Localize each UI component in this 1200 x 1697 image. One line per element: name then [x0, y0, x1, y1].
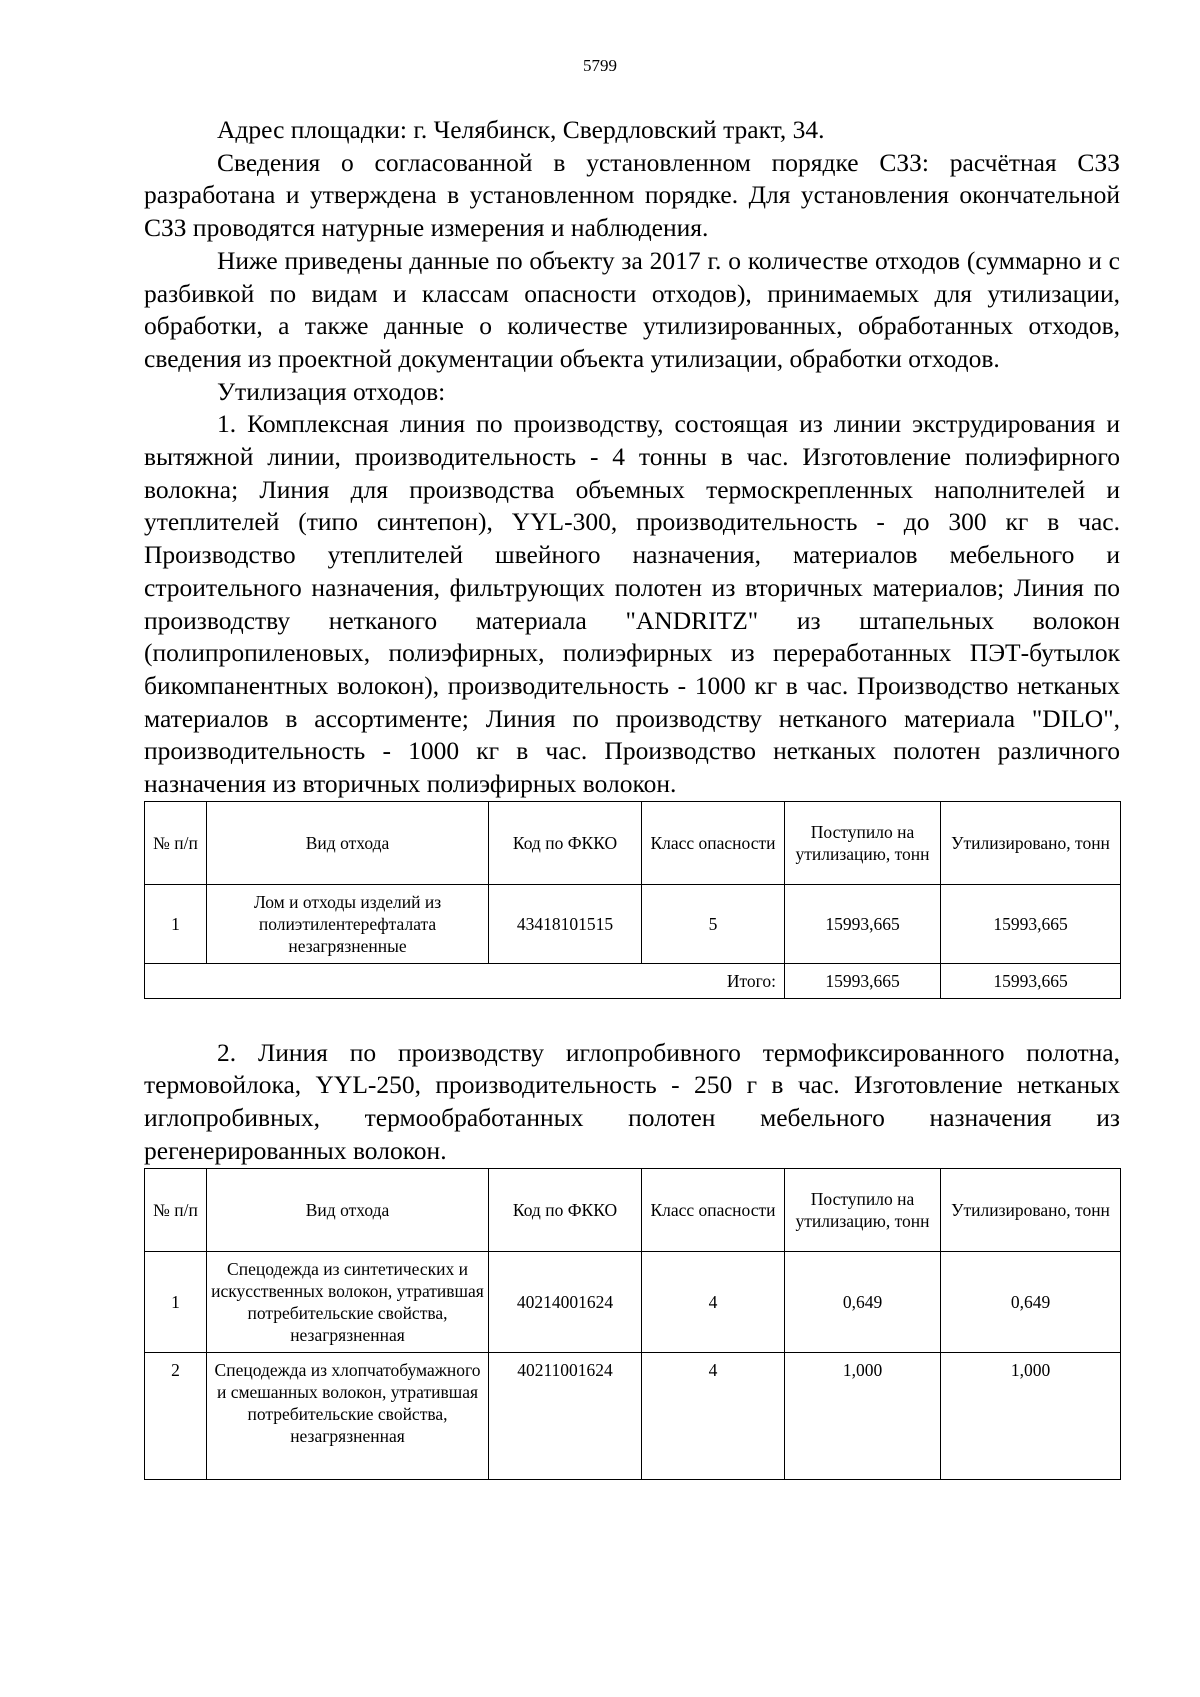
total-row: [145, 963, 1121, 998]
header-utilized: Утилизировано, тонн: [941, 1168, 1121, 1251]
cell-utilized: 0,649: [941, 1251, 1121, 1352]
total-received: 15993,665: [785, 963, 941, 998]
header-utilized: Утилизировано, тонн: [941, 801, 1121, 884]
cell-fkko-code: 40211001624: [489, 1352, 642, 1479]
cell-received: 15993,665: [785, 884, 941, 963]
page-number: 5799: [583, 56, 617, 75]
cell-waste-type: Лом и отходы изделий из полиэтилентерефталата незагрязненные: [207, 884, 489, 963]
header-num: № п/п: [145, 1168, 207, 1251]
cell-received: 0,649: [785, 1251, 941, 1352]
header-num: № п/п: [145, 801, 207, 884]
header-fkko-code: Код по ФККО: [489, 801, 642, 884]
site-address-paragraph: Адрес площадки: г. Челябинск, Свердловский тракт, 34.: [217, 115, 825, 144]
cell-num: 2: [145, 1352, 207, 1479]
cell-fkko-code: 43418101515: [489, 884, 642, 963]
cell-hazard-class: 4: [642, 1352, 785, 1479]
document-body: [144, 114, 1120, 1480]
cell-fkko-code: 40214001624: [489, 1251, 642, 1352]
header-hazard-class: Класс опасности: [642, 1168, 785, 1251]
header-hazard-class: Класс опасности: [642, 801, 785, 884]
header-received: Поступило на утилизацию, тонн: [785, 1168, 941, 1251]
data-intro-paragraph: Ниже приведены данные по объекту за 2017 г. о количестве отходов (суммарно и с разбивкой по видам и классам опасности отходов), принимаемых для утилизации, обработки, а также данные о количестве утилизированных, обработанных отходов, сведения из проектной документации объекта утилизации, обработки отходов.: [144, 245, 1120, 373]
szz-info-paragraph: Сведения о согласованной в установленном порядке СЗЗ: расчётная СЗЗ разработана и утверждена в установленном порядке. Для установления окончательной СЗЗ проводятся натурные измерения и наблюдения.: [144, 147, 1120, 243]
header-received: Поступило на утилизацию, тонн: [785, 801, 941, 884]
table-header-row: [145, 801, 1121, 884]
line-2-description: 2. Линия по производству иглопробивного термофиксированного полотна, термовойлока, YYL-250, производительность - 250 г в час. Изготовление нетканых иглопробивных, термообработанных полотен мебельного назначения из регенерированных волокон.: [144, 1037, 1120, 1165]
table-row: [145, 1352, 1121, 1479]
cell-num: 1: [145, 1251, 207, 1352]
cell-waste-type: Спецодежда из синтетических и искусственных волокон, утратившая потребительские свойства, незагрязненная: [207, 1251, 489, 1352]
cell-hazard-class: 4: [642, 1251, 785, 1352]
waste-table-2: [144, 1168, 1121, 1480]
utilization-heading: Утилизация отходов:: [217, 376, 446, 406]
cell-num: 1: [145, 884, 207, 963]
spacer: [144, 999, 1120, 1037]
cell-hazard-class: 5: [642, 884, 785, 963]
table-header-row: [145, 1168, 1121, 1251]
header-waste-type: Вид отхода: [207, 1168, 489, 1251]
cell-utilized: 15993,665: [941, 884, 1121, 963]
table-row: [145, 884, 1121, 963]
total-utilized: 15993,665: [941, 963, 1121, 998]
cell-waste-type: Спецодежда из хлопчатобумажного и смешанных волокон, утратившая потребительские свойства, незагрязненная: [207, 1352, 489, 1479]
line-1-description: 1. Комплексная линия по производству, состоящая из линии экструдирования и вытяжной линии, производительность - 4 тонны в час. Изготовление полиэфирного волокна; Линия для производства объемных термоскрепленных наполнителей и утеплителей (типо синтепон), YYL-300, производительность - до 300 кг в час. Производство утеплителей швейного назначения, материалов мебельного и строительного назначения, фильтрующих полотен из вторичных материалов; Линия по производству нетканого материала "ANDRITZ" из штапельных волокон (полипропиленовых, полиэфирных, полиэфирных из переработанных ПЭТ-бутылок бикомпанентных волокон), производительность - 1000 кг в час. Производство нетканых материалов в ассортименте; Линия по производству нетканого материала "DILO", производительность - 1000 кг в час. Производство нетканых полотен различного назначения из вторичных полиэфирных волокон.: [144, 409, 1120, 799]
header-fkko-code: Код по ФККО: [489, 1168, 642, 1251]
cell-utilized: 1,000: [941, 1352, 1121, 1479]
cell-received: 1,000: [785, 1352, 941, 1479]
total-label: Итого:: [145, 963, 785, 998]
table-row: [145, 1251, 1121, 1352]
header-waste-type: Вид отхода: [207, 801, 489, 884]
waste-table-1: [144, 801, 1121, 999]
